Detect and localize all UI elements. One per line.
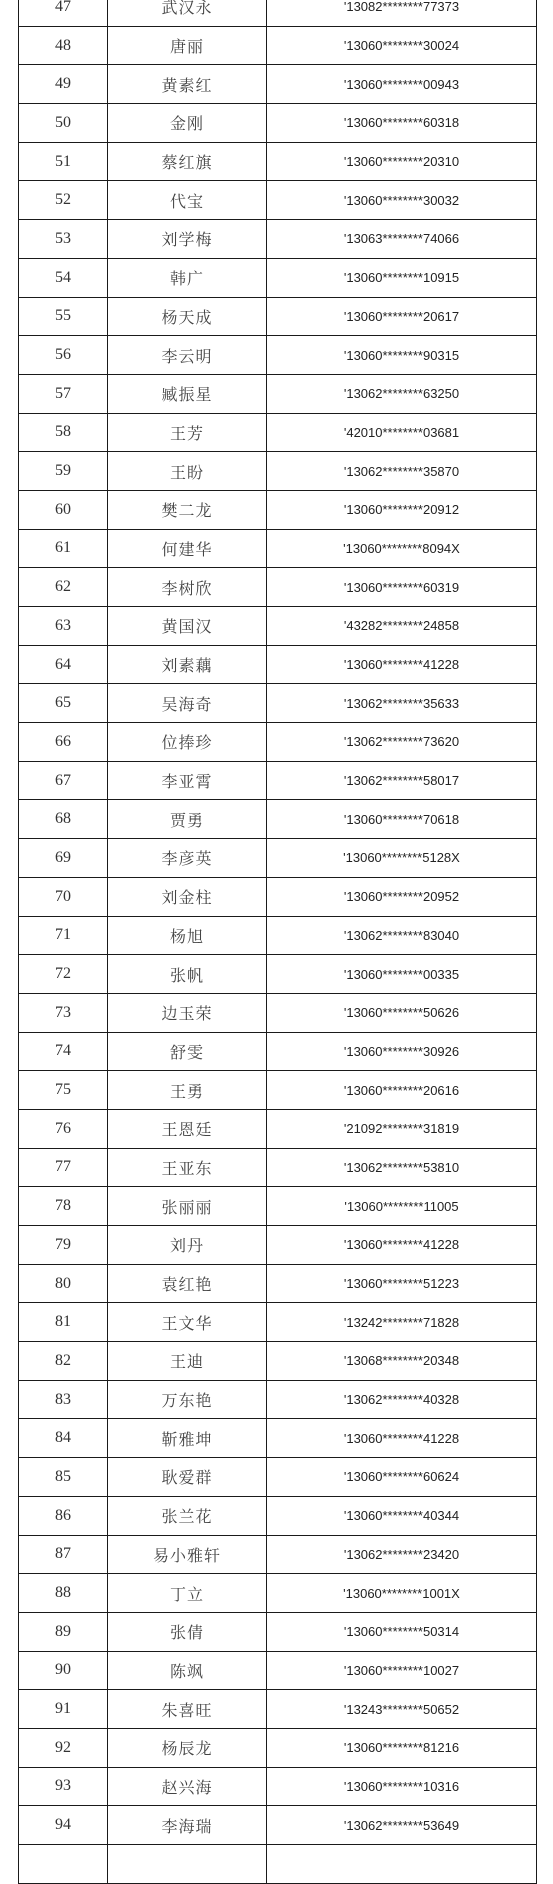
row-number-cell: 65 (19, 684, 108, 723)
name-cell: 武汉永 (108, 0, 267, 26)
id-number-cell: '43282********24858 (267, 607, 537, 646)
table-row (19, 607, 537, 646)
name-cell: 金刚 (108, 104, 267, 143)
row-number-cell: 53 (19, 220, 108, 259)
name-cell: 黄国汉 (108, 607, 267, 646)
table-row (19, 993, 537, 1032)
row-number-cell: 56 (19, 336, 108, 375)
table-row (19, 220, 537, 259)
row-number-cell: 86 (19, 1496, 108, 1535)
table-row (19, 800, 537, 839)
id-number-cell: '13060********20616 (267, 1071, 537, 1110)
table-row (19, 181, 537, 220)
row-number-cell: 60 (19, 490, 108, 529)
row-number-cell: 69 (19, 839, 108, 878)
table-row (19, 1303, 537, 1342)
name-cell: 李海瑞 (108, 1806, 267, 1845)
name-cell: 朱喜旺 (108, 1690, 267, 1729)
id-number-cell: '13060********30024 (267, 26, 537, 65)
row-number-cell: 48 (19, 26, 108, 65)
name-cell: 靳雅坤 (108, 1419, 267, 1458)
row-number-cell: 67 (19, 761, 108, 800)
table-row (19, 1728, 537, 1767)
name-cell: 丁立 (108, 1574, 267, 1613)
table-row (19, 568, 537, 607)
row-number-cell: 81 (19, 1303, 108, 1342)
name-cell: 王盼 (108, 452, 267, 491)
name-cell: 韩广 (108, 258, 267, 297)
name-cell: 王文华 (108, 1303, 267, 1342)
id-number-cell: '13060********8094X (267, 529, 537, 568)
row-number-cell: 89 (19, 1612, 108, 1651)
row-number-cell: 77 (19, 1148, 108, 1187)
table-row (19, 1226, 537, 1265)
table-row (19, 1342, 537, 1381)
name-cell: 张帆 (108, 955, 267, 994)
id-number-cell: '13062********35633 (267, 684, 537, 723)
table-row (19, 1419, 537, 1458)
roster-table-body (19, 0, 537, 1883)
name-cell: 刘金柱 (108, 877, 267, 916)
table-row (19, 1690, 537, 1729)
row-number-cell: 73 (19, 993, 108, 1032)
name-cell: 张丽丽 (108, 1187, 267, 1226)
row-number-cell: 55 (19, 297, 108, 336)
table-row (19, 1380, 537, 1419)
id-number-cell: '13060********5128X (267, 839, 537, 878)
table-row (19, 1187, 537, 1226)
table-row (19, 1458, 537, 1497)
id-number-cell: '42010********03681 (267, 413, 537, 452)
name-cell (108, 1845, 267, 1884)
name-cell: 王亚东 (108, 1148, 267, 1187)
table-row (19, 723, 537, 762)
table-row (19, 877, 537, 916)
name-cell: 刘素藕 (108, 645, 267, 684)
id-number-cell: '13082********77373 (267, 0, 537, 26)
id-number-cell: '13242********71828 (267, 1303, 537, 1342)
row-number-cell: 94 (19, 1806, 108, 1845)
row-number-cell: 66 (19, 723, 108, 762)
id-number-cell: '13060********10915 (267, 258, 537, 297)
id-number-cell: '13060********30926 (267, 1032, 537, 1071)
id-number-cell: '13060********60624 (267, 1458, 537, 1497)
table-row (19, 1264, 537, 1303)
row-number-cell: 83 (19, 1380, 108, 1419)
row-number-cell: 74 (19, 1032, 108, 1071)
name-cell: 位捧珍 (108, 723, 267, 762)
table-row (19, 1496, 537, 1535)
table-row (19, 1148, 537, 1187)
row-number-cell: 85 (19, 1458, 108, 1497)
id-number-cell: '13060********40344 (267, 1496, 537, 1535)
name-cell: 黄素红 (108, 65, 267, 104)
table-row (19, 1535, 537, 1574)
row-number-cell: 79 (19, 1226, 108, 1265)
table-row (19, 1071, 537, 1110)
id-number-cell: '13060********30032 (267, 181, 537, 220)
id-number-cell: '13063********74066 (267, 220, 537, 259)
table-row (19, 1767, 537, 1806)
row-number-cell: 63 (19, 607, 108, 646)
name-cell: 吴海奇 (108, 684, 267, 723)
id-number-cell: '13060********50626 (267, 993, 537, 1032)
id-number-cell: '13060********20310 (267, 142, 537, 181)
name-cell: 王恩廷 (108, 1109, 267, 1148)
id-number-cell: '13060********41228 (267, 1226, 537, 1265)
row-number-cell: 52 (19, 181, 108, 220)
name-cell: 张兰花 (108, 1496, 267, 1535)
name-cell: 李彦英 (108, 839, 267, 878)
table-row (19, 955, 537, 994)
row-number-cell: 68 (19, 800, 108, 839)
id-number-cell: '13062********58017 (267, 761, 537, 800)
table-row (19, 839, 537, 878)
name-cell: 杨天成 (108, 297, 267, 336)
row-number-cell: 84 (19, 1419, 108, 1458)
name-cell: 王芳 (108, 413, 267, 452)
name-cell: 杨辰龙 (108, 1728, 267, 1767)
id-number-cell: '13060********41228 (267, 645, 537, 684)
name-cell: 赵兴海 (108, 1767, 267, 1806)
roster-table (18, 0, 537, 1884)
table-row (19, 1574, 537, 1613)
row-number-cell: 51 (19, 142, 108, 181)
id-number-cell: '13060********10027 (267, 1651, 537, 1690)
id-number-cell: '13060********20952 (267, 877, 537, 916)
name-cell: 臧振星 (108, 374, 267, 413)
table-row (19, 336, 537, 375)
row-number-cell: 59 (19, 452, 108, 491)
table-row (19, 645, 537, 684)
id-number-cell: '13062********23420 (267, 1535, 537, 1574)
row-number-cell: 93 (19, 1767, 108, 1806)
row-number-cell: 92 (19, 1728, 108, 1767)
name-cell: 耿爱群 (108, 1458, 267, 1497)
row-number-cell (19, 1845, 108, 1884)
row-number-cell: 82 (19, 1342, 108, 1381)
table-row (19, 761, 537, 800)
table-row (19, 1032, 537, 1071)
table-row (19, 26, 537, 65)
name-cell: 张倩 (108, 1612, 267, 1651)
name-cell: 唐丽 (108, 26, 267, 65)
table-row (19, 684, 537, 723)
row-number-cell: 61 (19, 529, 108, 568)
row-number-cell: 49 (19, 65, 108, 104)
row-number-cell: 64 (19, 645, 108, 684)
name-cell: 刘丹 (108, 1226, 267, 1265)
table-row (19, 104, 537, 143)
id-number-cell: '13060********60318 (267, 104, 537, 143)
row-number-cell: 54 (19, 258, 108, 297)
id-number-cell: '13060********10316 (267, 1767, 537, 1806)
name-cell: 边玉荣 (108, 993, 267, 1032)
row-number-cell: 76 (19, 1109, 108, 1148)
name-cell: 何建华 (108, 529, 267, 568)
name-cell: 贾勇 (108, 800, 267, 839)
table-row (19, 1651, 537, 1690)
name-cell: 刘学梅 (108, 220, 267, 259)
id-number-cell (267, 1845, 537, 1884)
id-number-cell: '13062********35870 (267, 452, 537, 491)
row-number-cell: 58 (19, 413, 108, 452)
id-number-cell: '21092********31819 (267, 1109, 537, 1148)
id-number-cell: '13060********00335 (267, 955, 537, 994)
table-row (19, 1109, 537, 1148)
row-number-cell: 72 (19, 955, 108, 994)
table-row (19, 258, 537, 297)
id-number-cell: '13068********20348 (267, 1342, 537, 1381)
row-number-cell: 91 (19, 1690, 108, 1729)
name-cell: 代宝 (108, 181, 267, 220)
id-number-cell: '13060********41228 (267, 1419, 537, 1458)
table-row (19, 916, 537, 955)
name-cell: 蔡红旗 (108, 142, 267, 181)
row-number-cell: 90 (19, 1651, 108, 1690)
id-number-cell: '13060********20912 (267, 490, 537, 529)
table-row (19, 374, 537, 413)
row-number-cell: 80 (19, 1264, 108, 1303)
id-number-cell: '13062********53649 (267, 1806, 537, 1845)
row-number-cell: 57 (19, 374, 108, 413)
id-number-cell: '13060********81216 (267, 1728, 537, 1767)
id-number-cell: '13060********70618 (267, 800, 537, 839)
name-cell: 舒雯 (108, 1032, 267, 1071)
name-cell: 李亚霄 (108, 761, 267, 800)
id-number-cell: '13060********51223 (267, 1264, 537, 1303)
table-row (19, 142, 537, 181)
row-number-cell: 87 (19, 1535, 108, 1574)
id-number-cell: '13060********60319 (267, 568, 537, 607)
name-cell: 万东艳 (108, 1380, 267, 1419)
id-number-cell: '13060********20617 (267, 297, 537, 336)
name-cell: 袁红艳 (108, 1264, 267, 1303)
row-number-cell: 71 (19, 916, 108, 955)
table-row (19, 1845, 537, 1884)
row-number-cell: 88 (19, 1574, 108, 1613)
row-number-cell: 70 (19, 877, 108, 916)
table-row (19, 1612, 537, 1651)
row-number-cell: 50 (19, 104, 108, 143)
name-cell: 杨旭 (108, 916, 267, 955)
id-number-cell: '13060********1001X (267, 1574, 537, 1613)
row-number-cell: 75 (19, 1071, 108, 1110)
table-row (19, 529, 537, 568)
table-row (19, 65, 537, 104)
table-row (19, 490, 537, 529)
name-cell: 李云明 (108, 336, 267, 375)
table-row (19, 297, 537, 336)
table-row (19, 413, 537, 452)
table-row (19, 0, 537, 26)
id-number-cell: '13062********73620 (267, 723, 537, 762)
id-number-cell: '13062********83040 (267, 916, 537, 955)
table-row (19, 1806, 537, 1845)
id-number-cell: '13062********40328 (267, 1380, 537, 1419)
row-number-cell: 78 (19, 1187, 108, 1226)
id-number-cell: '13060********90315 (267, 336, 537, 375)
row-number-cell: 62 (19, 568, 108, 607)
id-number-cell: '13062********53810 (267, 1148, 537, 1187)
name-cell: 陈飒 (108, 1651, 267, 1690)
name-cell: 王迪 (108, 1342, 267, 1381)
row-number-cell: 47 (19, 0, 108, 26)
id-number-cell: '13062********63250 (267, 374, 537, 413)
id-number-cell: '13060********50314 (267, 1612, 537, 1651)
id-number-cell: '13060********11005 (267, 1187, 537, 1226)
id-number-cell: '13060********00943 (267, 65, 537, 104)
id-number-cell: '13243********50652 (267, 1690, 537, 1729)
name-cell: 李树欣 (108, 568, 267, 607)
name-cell: 樊二龙 (108, 490, 267, 529)
name-cell: 易小雅轩 (108, 1535, 267, 1574)
table-row (19, 452, 537, 491)
name-cell: 王勇 (108, 1071, 267, 1110)
